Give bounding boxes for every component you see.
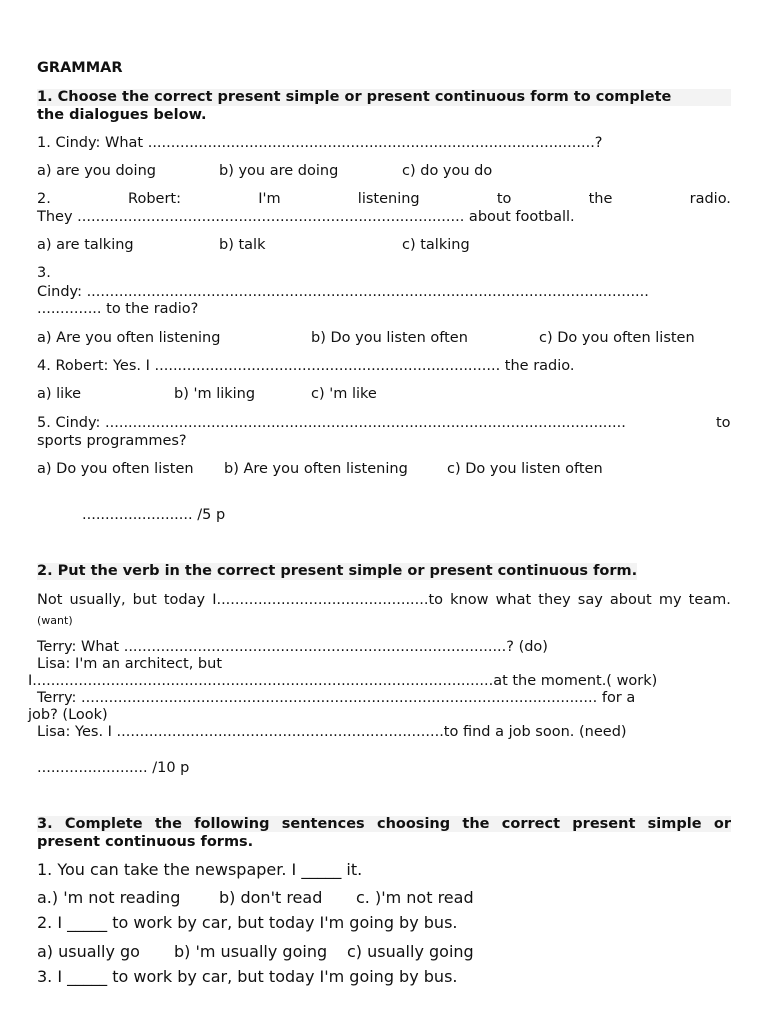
ex3-q1-option-c: c. )'m not read — [356, 888, 474, 907]
ex3-word: or — [713, 816, 731, 832]
ex1-question-3-line-1: Cindy: .......................................................................................................................... — [37, 284, 649, 300]
s1-word: usually, — [69, 592, 126, 608]
ex1-q5-option-c: c) Do you listen often — [447, 461, 603, 477]
ex3-q1-option-b: b) don't read — [219, 888, 323, 907]
ex2-sentence-1 — [37, 592, 731, 608]
ex1-q4-option-a: a) like — [37, 386, 82, 402]
ex3-q2-option-c: c) usually going — [347, 942, 474, 961]
ex3-word: present — [572, 816, 636, 832]
ex1-q4-option-c: c) 'm like — [311, 386, 377, 402]
ex3-word: following — [194, 816, 270, 832]
s1-word: my — [658, 592, 682, 608]
ex2-instruction: 2. Put the verb in the correct present simple or present continuous form. — [37, 563, 638, 579]
ex2-lisa-line-1: Lisa: I'm an architect, but — [37, 656, 223, 672]
ex1-question-3-line-2: .............. to the radio? — [37, 301, 199, 317]
ex3-instruction-line-2: present continuous forms. — [37, 834, 254, 850]
ex3-word: 3. — [37, 816, 53, 832]
s1-word: they — [538, 592, 571, 608]
ex1-q4-option-b: b) 'm liking — [174, 386, 256, 402]
ex3-word: the — [462, 816, 490, 832]
page-title: GRAMMAR — [37, 60, 123, 76]
ex3-question-3: 3. I _____ to work by car, but today I'm going by bus. — [37, 967, 458, 986]
ex3-q1-option-a: a.) 'm not reading — [37, 888, 181, 907]
ex2-lisa-line-2: Lisa: Yes. I .......................................................................to find a job soon. (need) — [37, 724, 627, 740]
q2-word: the — [588, 191, 613, 207]
ex2-terry-line-1: Terry: What ...................................................................................? (do) — [37, 639, 548, 655]
ex1-q5-option-a: a) Do you often listen — [37, 461, 194, 477]
ex1-q1-option-b: b) you are doing — [219, 163, 339, 179]
ex1-question-2-line-2: They .................................................................................... about football. — [37, 209, 575, 225]
s1-word: but — [132, 592, 157, 608]
ex3-question-2: 2. I _____ to work by car, but today I'm going by bus. — [37, 913, 458, 932]
ex2-lisa-line-1-continued: I....................................................................................................at the moment.( work) — [28, 673, 658, 689]
q2-word: to — [496, 191, 512, 207]
ex1-question-2-line-1 — [37, 191, 731, 207]
s1-word: about — [609, 592, 652, 608]
s1-word: say — [577, 592, 603, 608]
ex1-question-1: 1. Cindy: What .................................................................................................? — [37, 135, 603, 151]
ex2-score: ........................ /10 p — [37, 760, 190, 776]
s1-word: team. — [688, 592, 731, 608]
ex1-question-3-number: 3. — [37, 265, 51, 281]
ex2-terry-line-2-continued: job? (Look) — [28, 707, 108, 723]
ex1-score: ........................ /5 p — [82, 507, 226, 523]
ex1-q3-option-c: c) Do you often listen — [539, 330, 695, 346]
ex1-instruction-line-2: the dialogues below. — [37, 107, 207, 123]
ex3-q2-option-b: b) 'm usually going — [174, 942, 328, 961]
ex1-instruction-line-1: 1. Choose the correct present simple or present continuous form to complete — [37, 89, 731, 106]
q2-word: I'm — [258, 191, 281, 207]
q2-word: radio. — [689, 191, 731, 207]
ex1-q2-option-b: b) talk — [219, 237, 266, 253]
ex3-q2-option-a: a) usually go — [37, 942, 140, 961]
ex3-word: Complete — [64, 816, 143, 832]
ex3-word: the — [154, 816, 182, 832]
ex1-q1-option-c: c) do you do — [402, 163, 493, 179]
ex1-q2-option-c: c) talking — [402, 237, 470, 253]
ex1-question-5-line-1: 5. Cindy: ................................................................................................................. — [37, 415, 626, 431]
ex3-word: sentences — [281, 816, 365, 832]
ex2-sentence-1-hint: (want) — [37, 614, 73, 627]
s1-word: I..............................................to — [212, 592, 444, 608]
ex1-question-5-line-2: sports programmes? — [37, 433, 187, 449]
ex1-question-5-line-1-end: to — [716, 415, 731, 431]
ex1-q2-option-a: a) are talking — [37, 237, 134, 253]
ex1-q3-option-b: b) Do you listen often — [311, 330, 468, 346]
ex3-word: choosing — [376, 816, 451, 832]
ex1-question-4: 4. Robert: Yes. I ........................................................................... the radio. — [37, 358, 575, 374]
s1-word: today — [163, 592, 206, 608]
ex1-q1-option-a: a) are you doing — [37, 163, 156, 179]
s1-word: what — [495, 592, 532, 608]
ex3-question-1: 1. You can take the newspaper. I _____ it. — [37, 860, 363, 879]
s1-word: know — [450, 592, 489, 608]
ex3-instruction-line-1 — [37, 816, 731, 832]
ex2-terry-line-2: Terry: ................................................................................................................ for a — [37, 690, 636, 706]
q2-word: Robert: — [128, 191, 181, 207]
ex1-q5-option-b: b) Are you often listening — [224, 461, 408, 477]
ex3-word: correct — [501, 816, 561, 832]
s1-word: Not — [37, 592, 63, 608]
ex1-q3-option-a: a) Are you often listening — [37, 330, 221, 346]
ex3-word: simple — [647, 816, 702, 832]
q2-word: listening — [357, 191, 420, 207]
q2-word: 2. — [37, 191, 51, 207]
